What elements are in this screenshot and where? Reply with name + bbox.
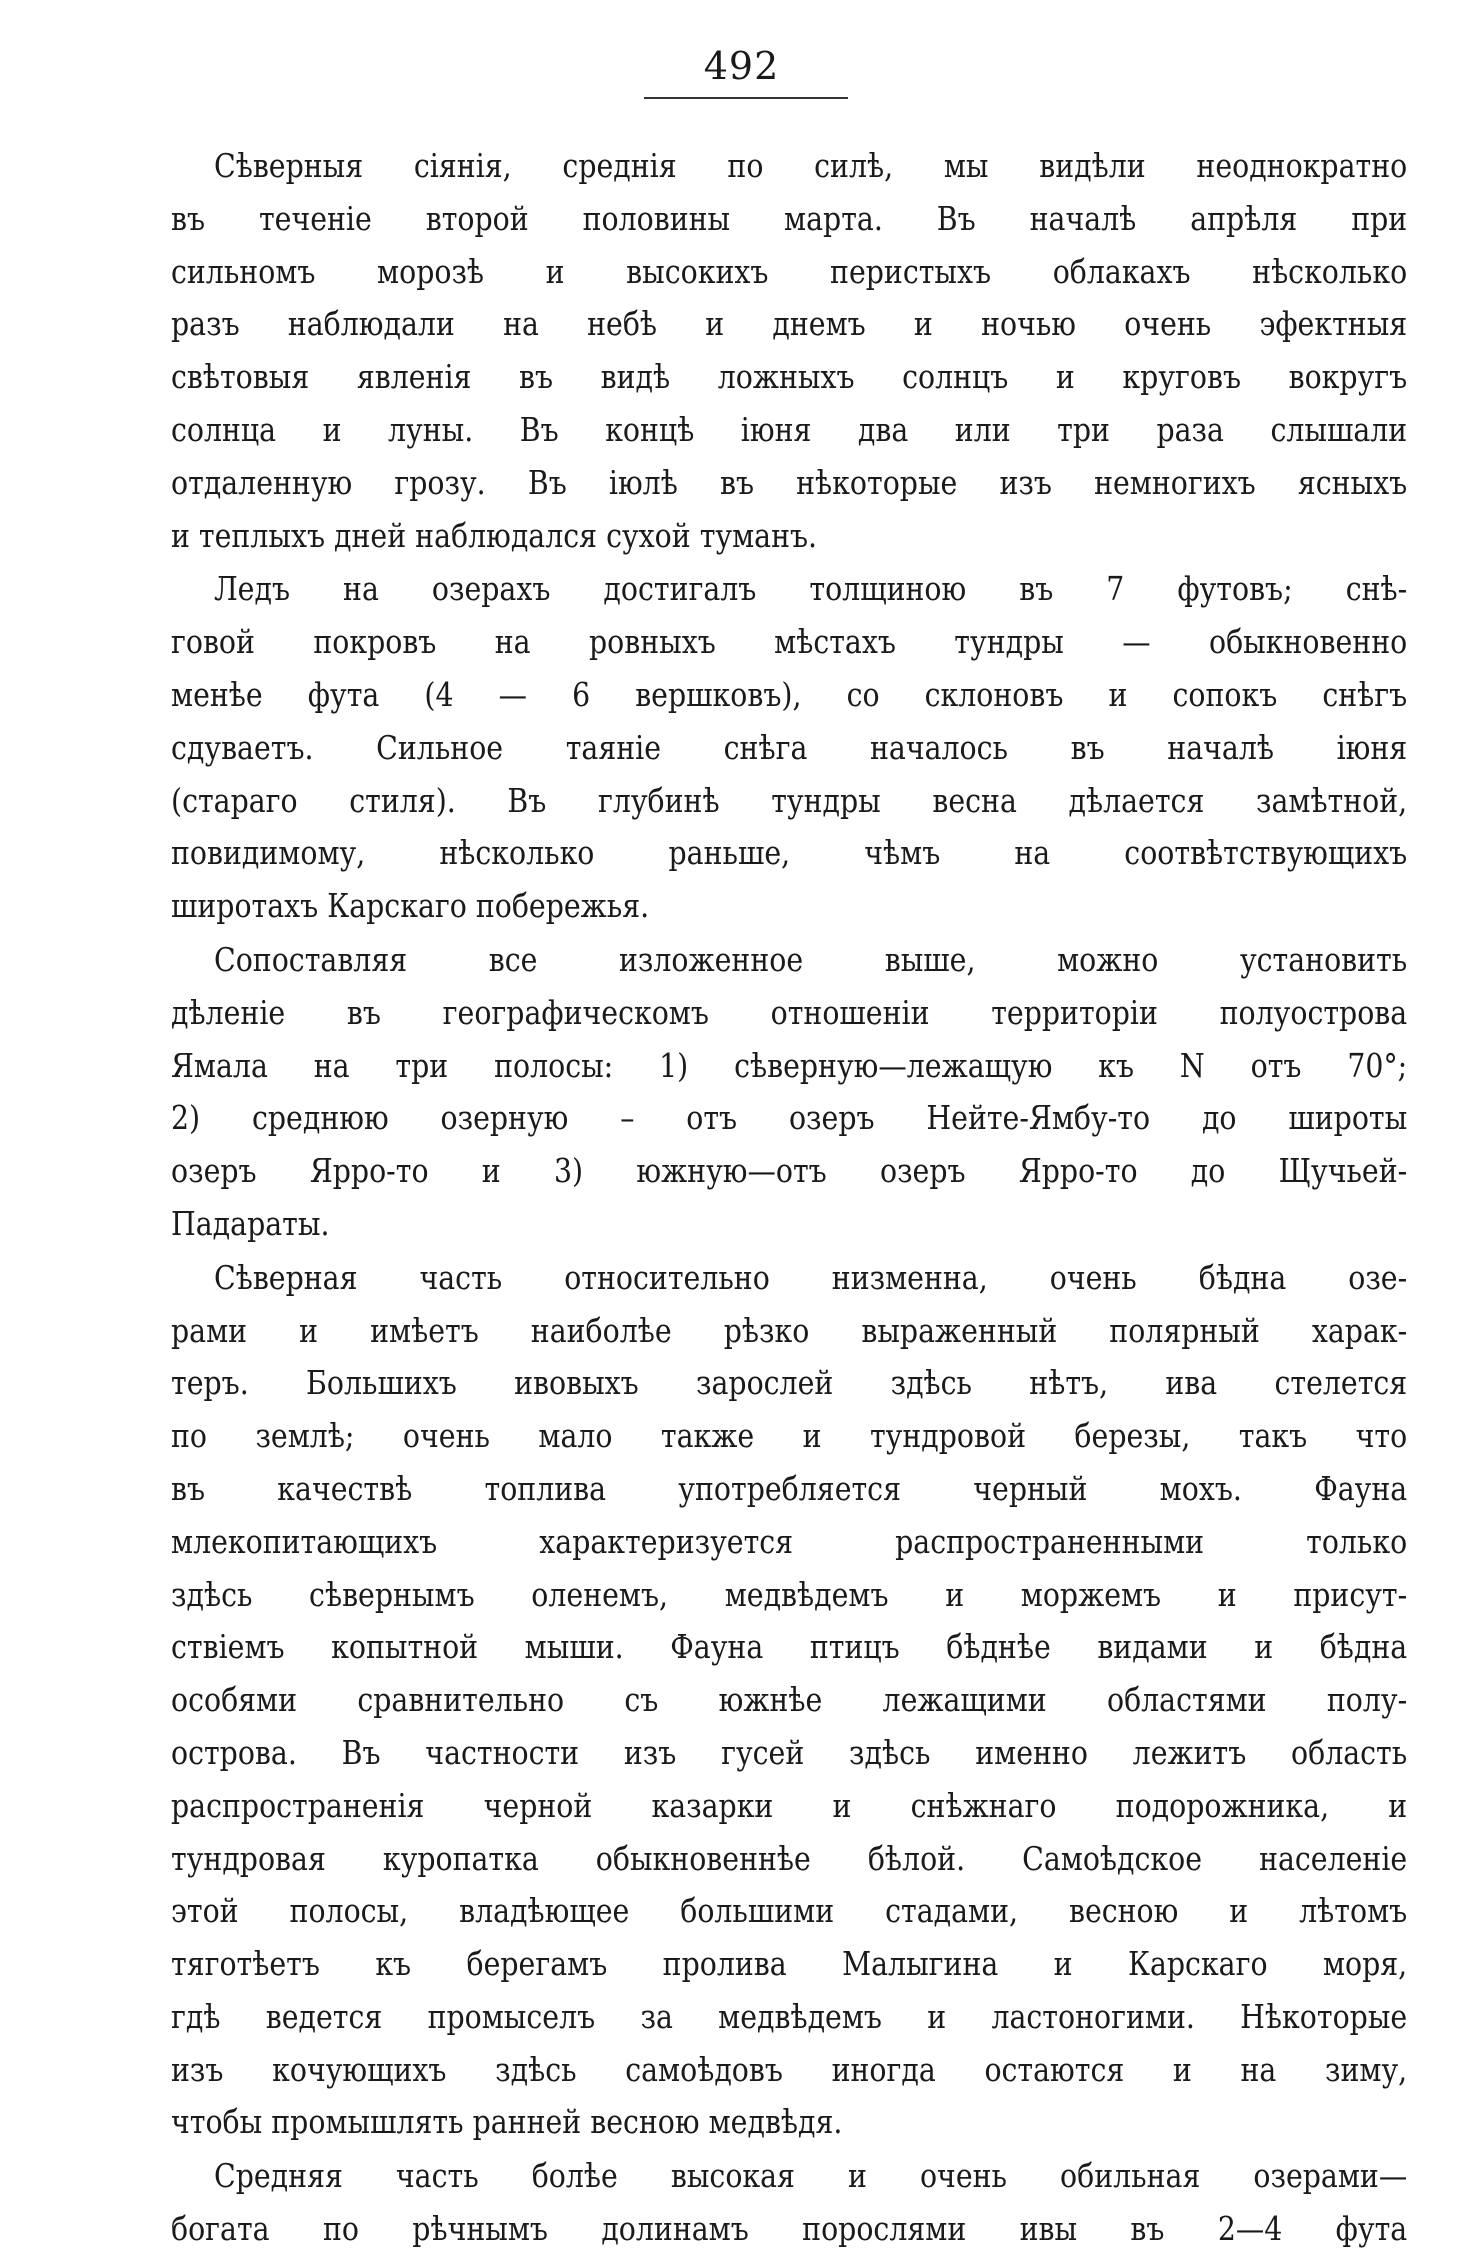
text-line: отдаленную грозу. Въ іюлѣ въ нѣкоторые изъ немногихъ ясныхъ xyxy=(171,462,1408,502)
text-line: въ теченіе второй половины марта. Въ началѣ апрѣля при xyxy=(171,198,1408,238)
text-line: Ямала на три полосы: 1) сѣверную—лежащую къ N отъ 70°; xyxy=(171,1045,1408,1085)
paragraph xyxy=(171,2150,1407,2256)
text-line: Ледъ на озерахъ достигалъ толщиною въ 7 футовъ; снѣ- xyxy=(214,569,1408,609)
text-line: и теплыхъ дней наблюдался сухой туманъ. xyxy=(171,515,818,555)
text-line: острова. Въ частности изъ гусей здѣсь именно лежитъ область xyxy=(171,1732,1408,1772)
text-line: менѣе фута (4 — 6 вершковъ), со склоновъ и сопокъ снѣгъ xyxy=(171,674,1408,714)
text-line: здѣсь сѣвернымъ оленемъ, медвѣдемъ и моржемъ и присут- xyxy=(171,1574,1408,1614)
text-line: въ качествѣ топлива употребляется черный мохъ. Фауна xyxy=(171,1468,1408,1508)
text-line: Сѣверная часть относительно низменна, очень бѣдна озе- xyxy=(214,1257,1408,1297)
text-line: чтобы промышлять ранней весною медвѣдя. xyxy=(171,2102,843,2142)
text-line: (стараго стиля). Въ глубинѣ тундры весна дѣлается замѣтной, xyxy=(171,780,1408,820)
text-line: гдѣ ведется промыселъ за медвѣдемъ и ластоногими. Нѣкоторые xyxy=(171,1996,1408,2036)
text-line: говой покровъ на ровныхъ мѣстахъ тундры — обыкновенно xyxy=(171,622,1408,662)
text-line: по землѣ; очень мало также и тундровой березы, такъ что xyxy=(171,1416,1408,1456)
text-line: особями сравнительно съ южнѣе лежащими областями полу- xyxy=(171,1680,1408,1720)
text-line: этой полосы, владѣющее большими стадами, весною и лѣтомъ xyxy=(171,1891,1408,1931)
text-line: 2) среднюю озерную – отъ озеръ Нейте-Ямбу-то до широты xyxy=(171,1098,1408,1138)
text-line: Сопоставляя все изложенное выше, можно установить xyxy=(214,939,1408,979)
text-line: свѣтовыя явленія въ видѣ ложныхъ солнцъ и круговъ вокругъ xyxy=(171,357,1408,397)
text-line: тундровая куропатка обыкновеннѣе бѣлой. Самоѣдское населеніе xyxy=(171,1838,1408,1878)
paragraph xyxy=(171,563,1407,933)
text-line: млекопитающихъ характеризуется распространенными только xyxy=(171,1521,1408,1561)
text-line: разъ наблюдали на небѣ и днемъ и ночью очень эфектныя xyxy=(171,304,1408,344)
paragraph xyxy=(171,934,1407,1251)
text-line: солнца и луны. Въ концѣ іюня два или три раза слышали xyxy=(171,409,1408,449)
text-line: рами и имѣетъ наиболѣе рѣзко выраженный полярный харак- xyxy=(171,1310,1408,1350)
text-line: Сѣверныя сіянія, среднія по силѣ, мы видѣли неоднократно xyxy=(214,146,1408,185)
paragraph xyxy=(171,140,1407,562)
text-line: теръ. Большихъ ивовыхъ зарослей здѣсь нѣтъ, ива стелется xyxy=(171,1363,1408,1403)
text-line: повидимому, нѣсколько раньше, чѣмъ на соотвѣтствующихъ xyxy=(171,833,1408,873)
text-line: богата по рѣчнымъ долинамъ порослями ивы въ 2—4 фута xyxy=(171,2209,1408,2249)
text-line: изъ кочующихъ здѣсь самоѣдовъ иногда остаются и на зиму, xyxy=(171,2049,1408,2089)
text-line: дѣленіе въ географическомъ отношеніи территоріи полуострова xyxy=(171,992,1408,1032)
header-rule xyxy=(644,97,848,99)
text-line: сильномъ морозѣ и высокихъ перистыхъ облакахъ нѣсколько xyxy=(171,251,1408,291)
text-line: тяготѣетъ къ берегамъ пролива Малыгина и Карскаго моря, xyxy=(171,1944,1408,1984)
text-line: сдуваетъ. Сильное таяніе снѣга началось въ началѣ іюня xyxy=(171,727,1408,767)
text-line: озеръ Ярро-то и 3) южную—отъ озеръ Ярро-то до Щучьей- xyxy=(171,1151,1408,1191)
text-line: Средняя часть болѣе высокая и очень обильная озерами— xyxy=(214,2156,1408,2196)
text-line: Падараты. xyxy=(171,1203,330,1243)
text-line: ствіемъ копытной мыши. Фауна птицъ бѣднѣе видами и бѣдна xyxy=(171,1627,1408,1667)
text-line: распространенія черной казарки и снѣжнаго подорожника, и xyxy=(171,1785,1408,1825)
text-line: широтахъ Карскаго побережья. xyxy=(171,886,650,926)
paragraph xyxy=(171,1252,1407,2150)
page-number: 492 xyxy=(703,44,780,88)
body-text xyxy=(171,140,1407,2256)
